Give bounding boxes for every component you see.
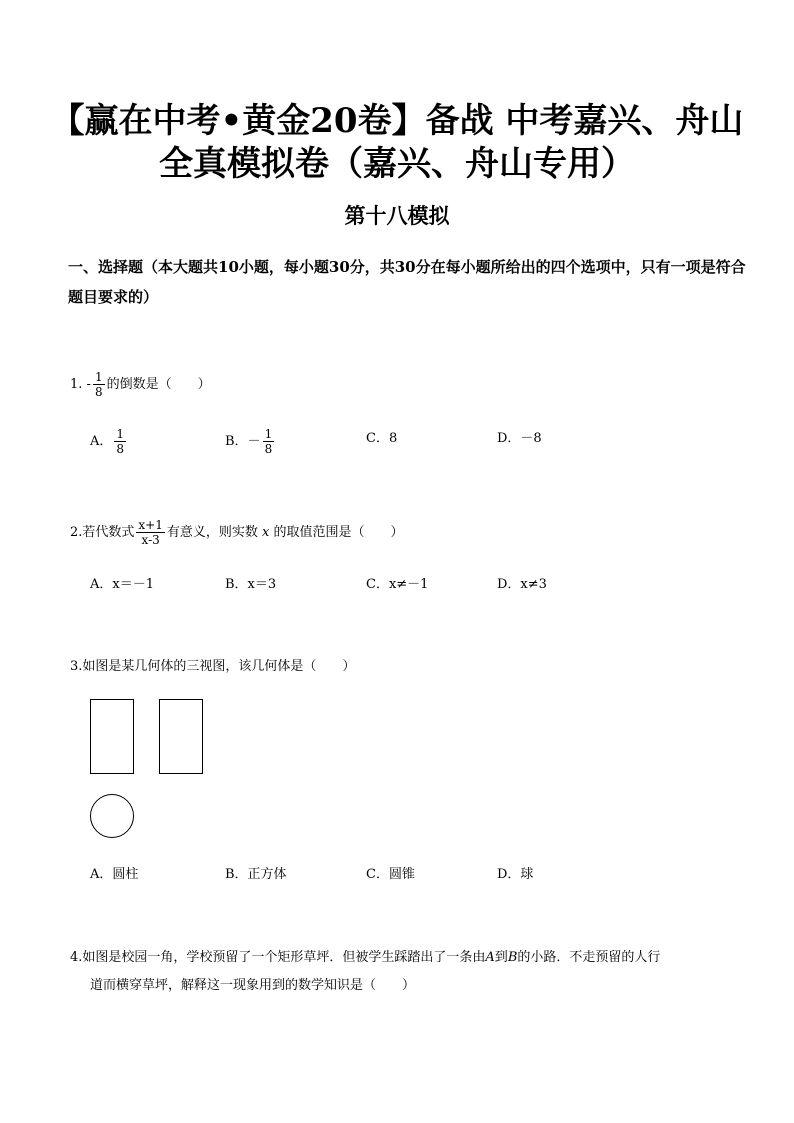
q1-opt-b-label: B．－ <box>225 433 261 449</box>
q2-suffix: 的取值范围是（ ） <box>273 525 404 540</box>
side-view-rectangle <box>159 699 203 774</box>
q4-var-b: B <box>507 950 518 965</box>
q1-opt-a-label: A． <box>90 433 113 449</box>
q1-opt-a-fraction <box>114 427 126 456</box>
q2-frac-den: x-3 <box>141 533 160 547</box>
q1-opt-b-num: 1 <box>264 427 273 441</box>
q2-middle: 有意义，则实数 <box>166 525 258 540</box>
question-3: 3.如图是某几何体的三视图，该几何体是（ ） <box>70 659 356 674</box>
doc-title-line2: 全真模拟卷（嘉兴、舟山专用） <box>159 144 635 184</box>
q2-option-a: A．x＝－1 <box>90 577 154 592</box>
top-view-circle <box>90 794 134 838</box>
q1-opt-a-num: 1 <box>116 427 125 441</box>
q1-option-c: C．8 <box>366 431 398 446</box>
q4-text-c: 的小路．不走预留的人行 <box>517 950 661 965</box>
q3-option-a: A．圆柱 <box>90 867 139 882</box>
q1-opt-b-den: 8 <box>264 442 273 456</box>
q1-suffix: 的倒数是（ ） <box>106 377 211 392</box>
section-heading: 一、选择题（本大题共10小题，每小题30分，共30分在每小题所给出的四个选项中，只有一项是符合题目要求的） <box>68 258 746 306</box>
q1-fraction <box>93 370 105 399</box>
q1-prefix: 1. - <box>70 377 91 392</box>
q1-frac-den: 8 <box>94 385 103 399</box>
q3-option-d: D．球 <box>497 867 534 882</box>
doc-title-line1: 【赢在中考•黄金20卷】备战 中考嘉兴、舟山 <box>50 101 744 141</box>
q1-option-b <box>225 427 276 456</box>
q2-option-b: B．x＝3 <box>225 577 277 592</box>
q1-opt-a-den: 8 <box>116 442 125 456</box>
front-view-rectangle <box>90 699 134 774</box>
question-2 <box>70 518 404 547</box>
q2-prefix: 2.若代数式 <box>70 525 135 540</box>
q4-line2: 道而横穿草坪，解释这一现象用到的数学知识是（ ） <box>90 978 416 993</box>
q4-text-b: 到 <box>494 950 508 965</box>
q3-option-c: C．圆锥 <box>366 867 415 882</box>
q2-option-c: C．x≠－1 <box>366 577 429 592</box>
doc-subtitle: 第十八模拟 <box>344 203 450 228</box>
q2-var: x <box>262 525 270 540</box>
q1-option-d: D．－8 <box>497 431 542 446</box>
q1-frac-num: 1 <box>94 370 103 384</box>
q4-var-a: A <box>485 950 495 965</box>
q1-opt-b-fraction <box>263 427 275 456</box>
q1-option-a <box>90 427 128 456</box>
q2-frac-num: x+1 <box>138 518 163 532</box>
q2-fraction <box>136 518 164 547</box>
q2-option-d: D．x≠3 <box>497 577 547 592</box>
question-1 <box>70 370 211 399</box>
q3-option-b: B．正方体 <box>225 867 287 882</box>
q4-line1 <box>70 944 730 972</box>
q4-text-a: 4.如图是校园一角，学校预留了一个矩形草坪．但被学生踩踏出了一条由 <box>70 950 486 965</box>
question-4 <box>70 944 730 1000</box>
